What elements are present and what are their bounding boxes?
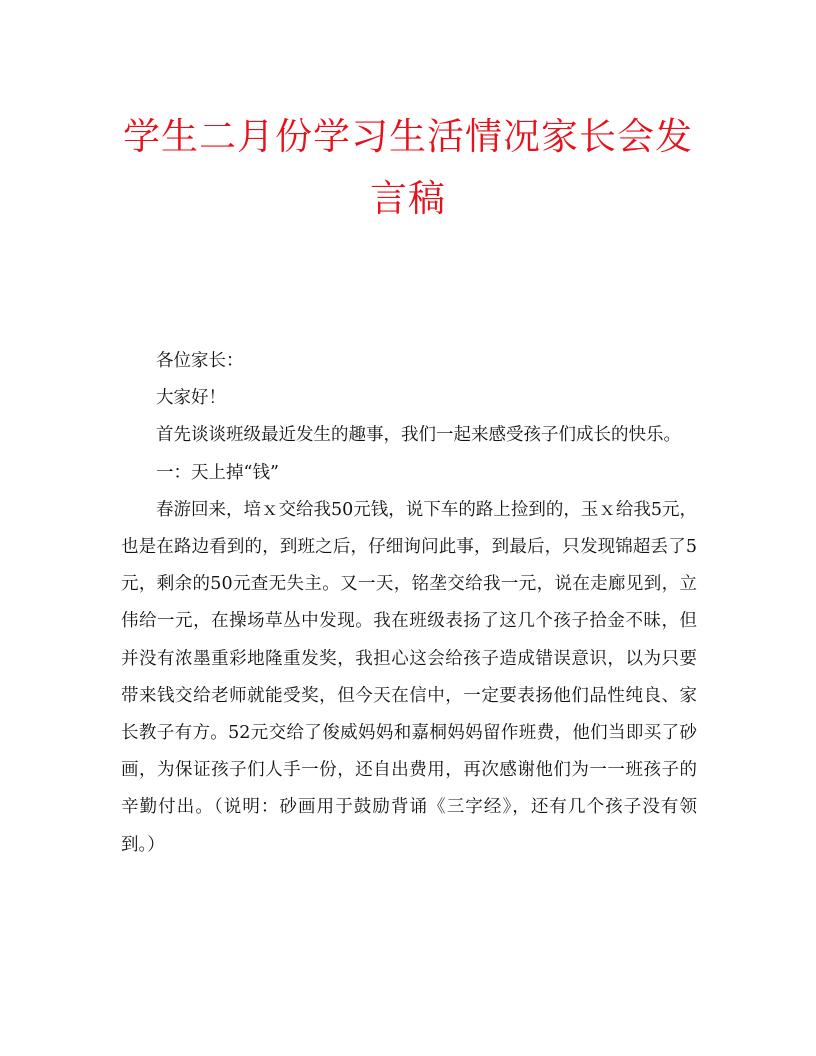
document-title: 学生二月份学习生活情况家长会发言稿 [123, 115, 693, 220]
greeting: 大家好！ [156, 388, 226, 409]
document-body [121, 343, 697, 864]
body-paragraph: 春游回来，培ｘ交给我50元钱，说下车的路上捡到的，玉ｘ给我5元，也是在路边看到的，到班之后，仔细询问此事，到最后，只发现锦超丢了5元，剩余的50元查无失主。又一天，铭垄交给我一元，说在走廊见到，立伟给一元，在操场草丛中发现。我在班级表扬了这几个孩子拾金不昧，但并没有浓墨重彩地隆重发奖，我担心这会给孩子造成错误意识，以为只要带来钱交给老师就能受奖，但今天在信中，一定要表扬他们品性纯良、家长教子有方。52元交给了俊威妈妈和嘉桐妈妈留作班费，他们当即买了砂画，为保证孩子们人手一份，还自出费用，再次感谢他们为一一班孩子的辛勤付出。（说明：砂画用于鼓励背诵《三字经》，还有几个孩子没有领到。） [121, 499, 697, 855]
salutation: 各位家长： [156, 351, 244, 371]
intro-paragraph: 首先谈谈班级最近发生的趣事，我们一起来感受孩子们成长的快乐。 [156, 425, 681, 446]
section-heading: 一：天上掉“钱” [156, 462, 279, 483]
